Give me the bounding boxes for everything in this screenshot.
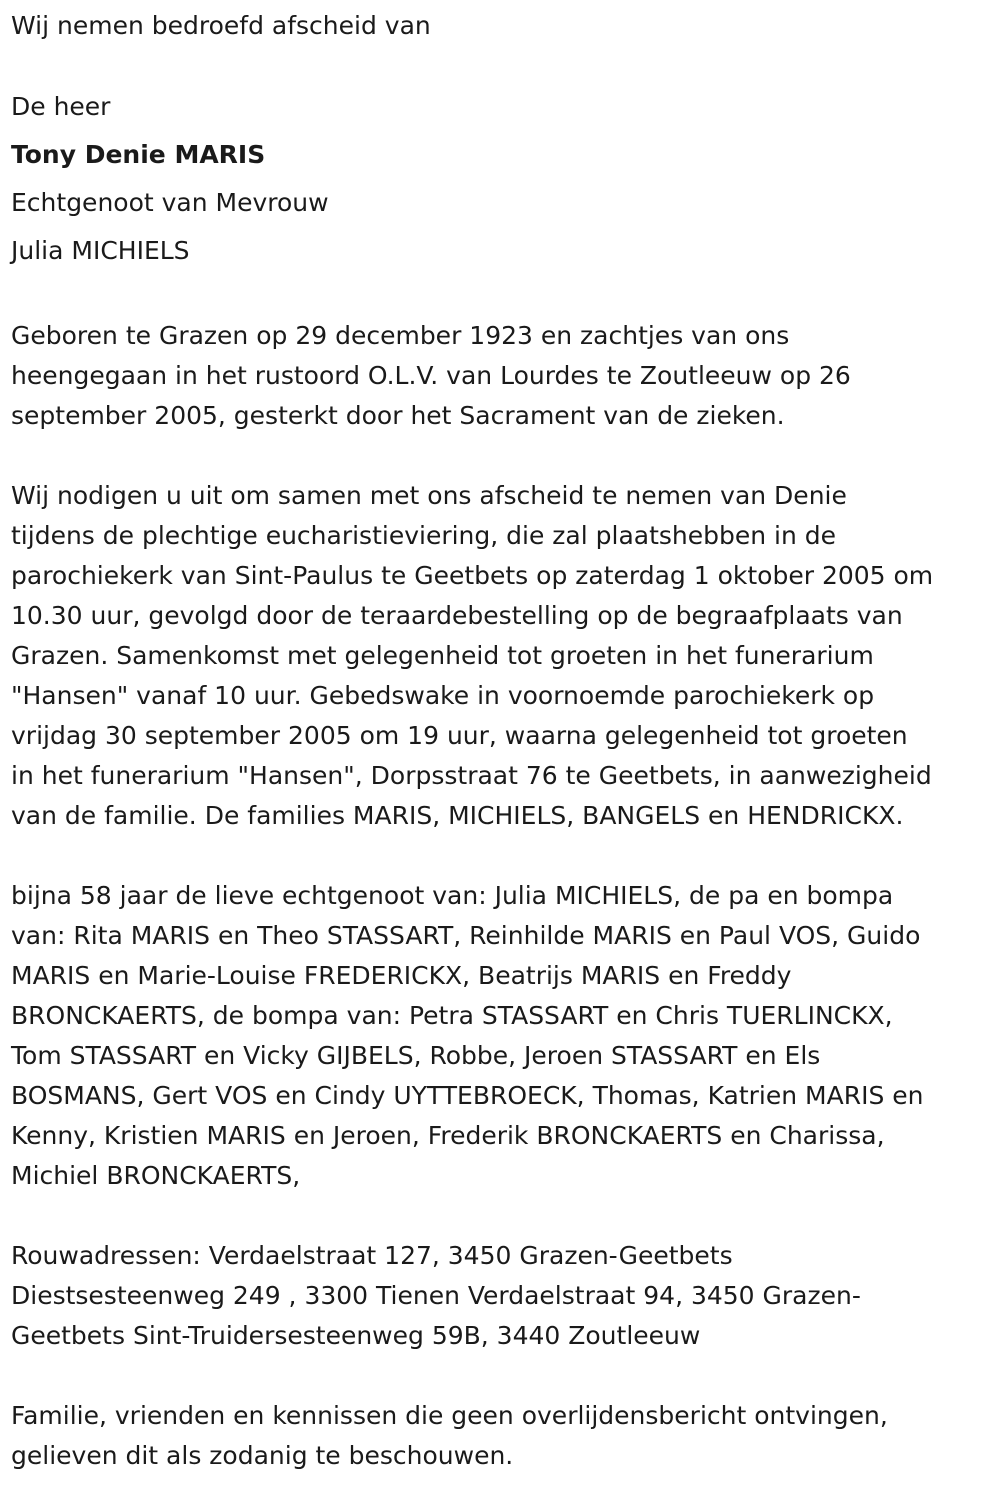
address-line: Geetbets Sint-Truidersesteenweg 59B, 3440 Zoutleeuw — [11, 1321, 701, 1350]
invitation-line: vrijdag 30 september 2005 om 19 uur, waarna gelegenheid tot groeten — [11, 721, 908, 750]
deceased-name: Tony Denie MARIS — [11, 140, 266, 169]
birth-line: Geboren te Grazen op 29 december 1923 en zachtjes van ons — [11, 321, 790, 350]
spouse-name: Julia MICHIELS — [11, 236, 190, 265]
invitation-line: Grazen. Samenkomst met gelegenheid tot groeten in het funerarium — [11, 641, 874, 670]
invitation-line: parochiekerk van Sint-Paulus te Geetbets op zaterdag 1 oktober 2005 om — [11, 561, 934, 590]
invitation-line: van de familie. De families MARIS, MICHIELS, BANGELS en HENDRICKX. — [11, 801, 904, 830]
family-line: Kenny, Kristien MARIS en Jeroen, Frederik BRONCKAERTS en Charissa, — [11, 1121, 885, 1150]
family-line: MARIS en Marie-Louise FREDERICKX, Beatrijs MARIS en Freddy — [11, 961, 792, 990]
invitation-line: in het funerarium "Hansen", Dorpsstraat 76 te Geetbets, in aanwezigheid — [11, 761, 932, 790]
family-line: bijna 58 jaar de lieve echtgenoot van: Julia MICHIELS, de pa en bompa — [11, 881, 894, 910]
invitation-paragraph — [11, 476, 996, 836]
salutation: De heer — [11, 92, 111, 121]
closing-paragraph — [11, 1396, 996, 1476]
family-line: BRONCKAERTS, de bompa van: Petra STASSART en Chris TUERLINCKX, — [11, 1001, 893, 1030]
address-line: Diestsesteenweg 249 , 3300 Tienen Verdaelstraat 94, 3450 Grazen- — [11, 1281, 861, 1310]
invitation-line: "Hansen" vanaf 10 uur. Gebedswake in voornoemde parochiekerk op — [11, 681, 875, 710]
birth-line: heengegaan in het rustoord O.L.V. van Lourdes te Zoutleeuw op 26 — [11, 361, 851, 390]
invitation-line: tijdens de plechtige eucharistieviering, die zal plaatshebben in de — [11, 521, 837, 550]
invitation-line: 10.30 uur, gevolgd door de teraardebestelling op de begraafplaats van — [11, 601, 903, 630]
family-paragraph — [11, 876, 996, 1196]
invitation-line: Wij nodigen u uit om samen met ons afscheid te nemen van Denie — [11, 481, 847, 510]
spouse-label: Echtgenoot van Mevrouw — [11, 188, 329, 217]
family-line: Tom STASSART en Vicky GIJBELS, Robbe, Jeroen STASSART en Els — [11, 1041, 821, 1070]
family-line: van: Rita MARIS en Theo STASSART, Reinhilde MARIS en Paul VOS, Guido — [11, 921, 921, 950]
addresses-paragraph — [11, 1236, 996, 1356]
birth-paragraph — [11, 316, 996, 436]
family-line: Michiel BRONCKAERTS, — [11, 1161, 301, 1190]
closing-line: gelieven dit als zodanig te beschouwen. — [11, 1441, 514, 1470]
closing-line: Familie, vrienden en kennissen die geen overlijdensbericht ontvingen, — [11, 1401, 888, 1430]
birth-line: september 2005, gesterkt door het Sacrament van de zieken. — [11, 401, 785, 430]
address-line: Rouwadressen: Verdaelstraat 127, 3450 Grazen-Geetbets — [11, 1241, 733, 1270]
obituary-document — [11, 0, 996, 1476]
opening-line: Wij nemen bedroefd afscheid van — [11, 11, 431, 40]
family-line: BOSMANS, Gert VOS en Cindy UYTTEBROECK, Thomas, Katrien MARIS en — [11, 1081, 924, 1110]
